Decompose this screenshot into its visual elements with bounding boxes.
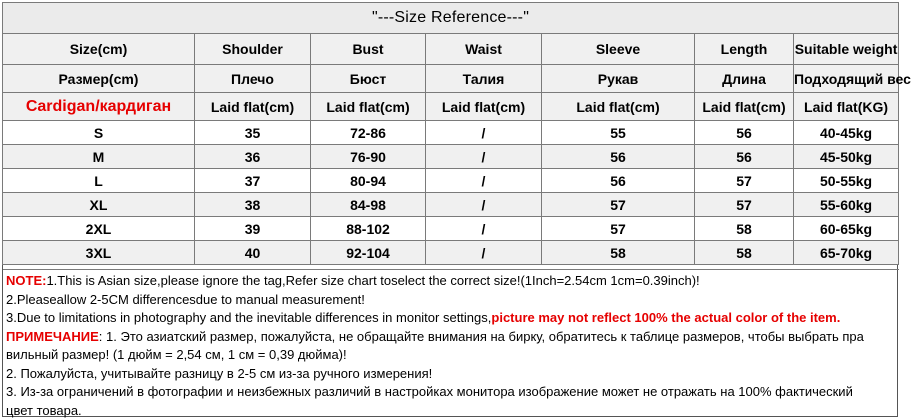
note-text: 3.Due to limitations in photography and the inevitable differences in monitor settings, [6, 310, 491, 325]
size-table [2, 2, 899, 265]
table-cell: 84-98 [311, 193, 426, 217]
header-row-ru [3, 65, 899, 93]
header-cell: Laid flat(cm) [311, 93, 426, 121]
note-line: 3. Из-за ограничений в фотографии и неизбежных различий в настройках монитора изображение может не отражать на 100% фактический [6, 383, 899, 402]
table-cell: 56 [695, 145, 794, 169]
notes-section [3, 269, 899, 418]
table-cell: / [426, 241, 542, 265]
header-cell: Талия [426, 65, 542, 93]
note-line [6, 328, 899, 347]
header-cell: Waist [426, 34, 542, 65]
table-cell: 56 [542, 145, 695, 169]
table-cell: 35 [195, 121, 311, 145]
table-cell: 45-50kg [794, 145, 899, 169]
header-cell: Sleeve [542, 34, 695, 65]
table-cell: / [426, 121, 542, 145]
table-cell: 58 [542, 241, 695, 265]
header-row-measure [3, 93, 899, 121]
table-cell: 60-65kg [794, 217, 899, 241]
table-row [3, 145, 899, 169]
note-line: 2. Пожалуйста, учитывайте разницу в 2-5 см из-за ручного измерения! [6, 365, 899, 384]
table-title: "---Size Reference---" [3, 3, 899, 34]
size-cell: 3XL [3, 241, 195, 265]
table-cell: 88-102 [311, 217, 426, 241]
note-line: цвет товара. [6, 402, 899, 420]
table-cell: 80-94 [311, 169, 426, 193]
size-cell: S [3, 121, 195, 145]
table-cell: 40 [195, 241, 311, 265]
size-cell: M [3, 145, 195, 169]
size-cell: XL [3, 193, 195, 217]
table-row [3, 193, 899, 217]
table-cell: 39 [195, 217, 311, 241]
table-cell: 57 [695, 169, 794, 193]
table-cell: / [426, 145, 542, 169]
header-cell: Bust [311, 34, 426, 65]
header-cell: Подходящий вес [794, 65, 899, 93]
table-row [3, 241, 899, 265]
note-label-ru: ПРИМЕЧАНИЕ [6, 329, 99, 344]
table-cell: 58 [695, 241, 794, 265]
color-warning-text: picture may not reflect 100% the actual color of the item. [491, 310, 840, 325]
note-line: 2.Pleaseallow 2-5CM differencesdue to manual measurement! [6, 291, 899, 310]
header-cell: Laid flat(KG) [794, 93, 899, 121]
table-cell: / [426, 193, 542, 217]
header-cell: Laid flat(cm) [542, 93, 695, 121]
header-cell: Рукав [542, 65, 695, 93]
note-text: : 1. Это азиатский размер, пожалуйста, не обращайте внимания на бирку, обратитесь к таблице размеров, чтобы выбрать пра [99, 329, 864, 344]
table-cell: / [426, 217, 542, 241]
table-cell: 55 [542, 121, 695, 145]
header-cell: Suitable weight [794, 34, 899, 65]
table-cell: 56 [542, 169, 695, 193]
table-cell: 40-45kg [794, 121, 899, 145]
table-cell: 92-104 [311, 241, 426, 265]
table-cell: 58 [695, 217, 794, 241]
table-row [3, 169, 899, 193]
header-cell: Плечо [195, 65, 311, 93]
header-cell: Бюст [311, 65, 426, 93]
table-cell: 57 [542, 217, 695, 241]
table-cell: 50-55kg [794, 169, 899, 193]
table-cell: 72-86 [311, 121, 426, 145]
note-label: NOTE: [6, 273, 46, 288]
table-cell: 65-70kg [794, 241, 899, 265]
note-line [6, 309, 899, 328]
note-text: 1.This is Asian size,please ignore the tag,Refer size chart toselect the correct size!(1Inch=2.54cm 1cm=0.39inch)! [46, 273, 699, 288]
note-line: вильный размер! (1 дюйм = 2,54 см, 1 см = 0,39 дюйма)! [6, 346, 899, 365]
header-row-en [3, 34, 899, 65]
note-line [6, 272, 899, 291]
header-cell: Shoulder [195, 34, 311, 65]
header-cell: Размер(cm) [3, 65, 195, 93]
table-cell: 55-60kg [794, 193, 899, 217]
garment-type-label: Cardigan/кардиган [3, 93, 195, 121]
table-cell: 36 [195, 145, 311, 169]
table-cell: 57 [695, 193, 794, 217]
table-row [3, 217, 899, 241]
table-row [3, 121, 899, 145]
table-cell: 56 [695, 121, 794, 145]
table-cell: 57 [542, 193, 695, 217]
header-cell: Laid flat(cm) [695, 93, 794, 121]
table-cell: 38 [195, 193, 311, 217]
table-cell: 76-90 [311, 145, 426, 169]
header-cell: Laid flat(cm) [195, 93, 311, 121]
header-cell: Size(cm) [3, 34, 195, 65]
header-cell: Length [695, 34, 794, 65]
size-cell: 2XL [3, 217, 195, 241]
header-cell: Длина [695, 65, 794, 93]
size-chart-sheet [2, 2, 898, 417]
header-cell: Laid flat(cm) [426, 93, 542, 121]
table-cell: 37 [195, 169, 311, 193]
size-cell: L [3, 169, 195, 193]
table-cell: / [426, 169, 542, 193]
